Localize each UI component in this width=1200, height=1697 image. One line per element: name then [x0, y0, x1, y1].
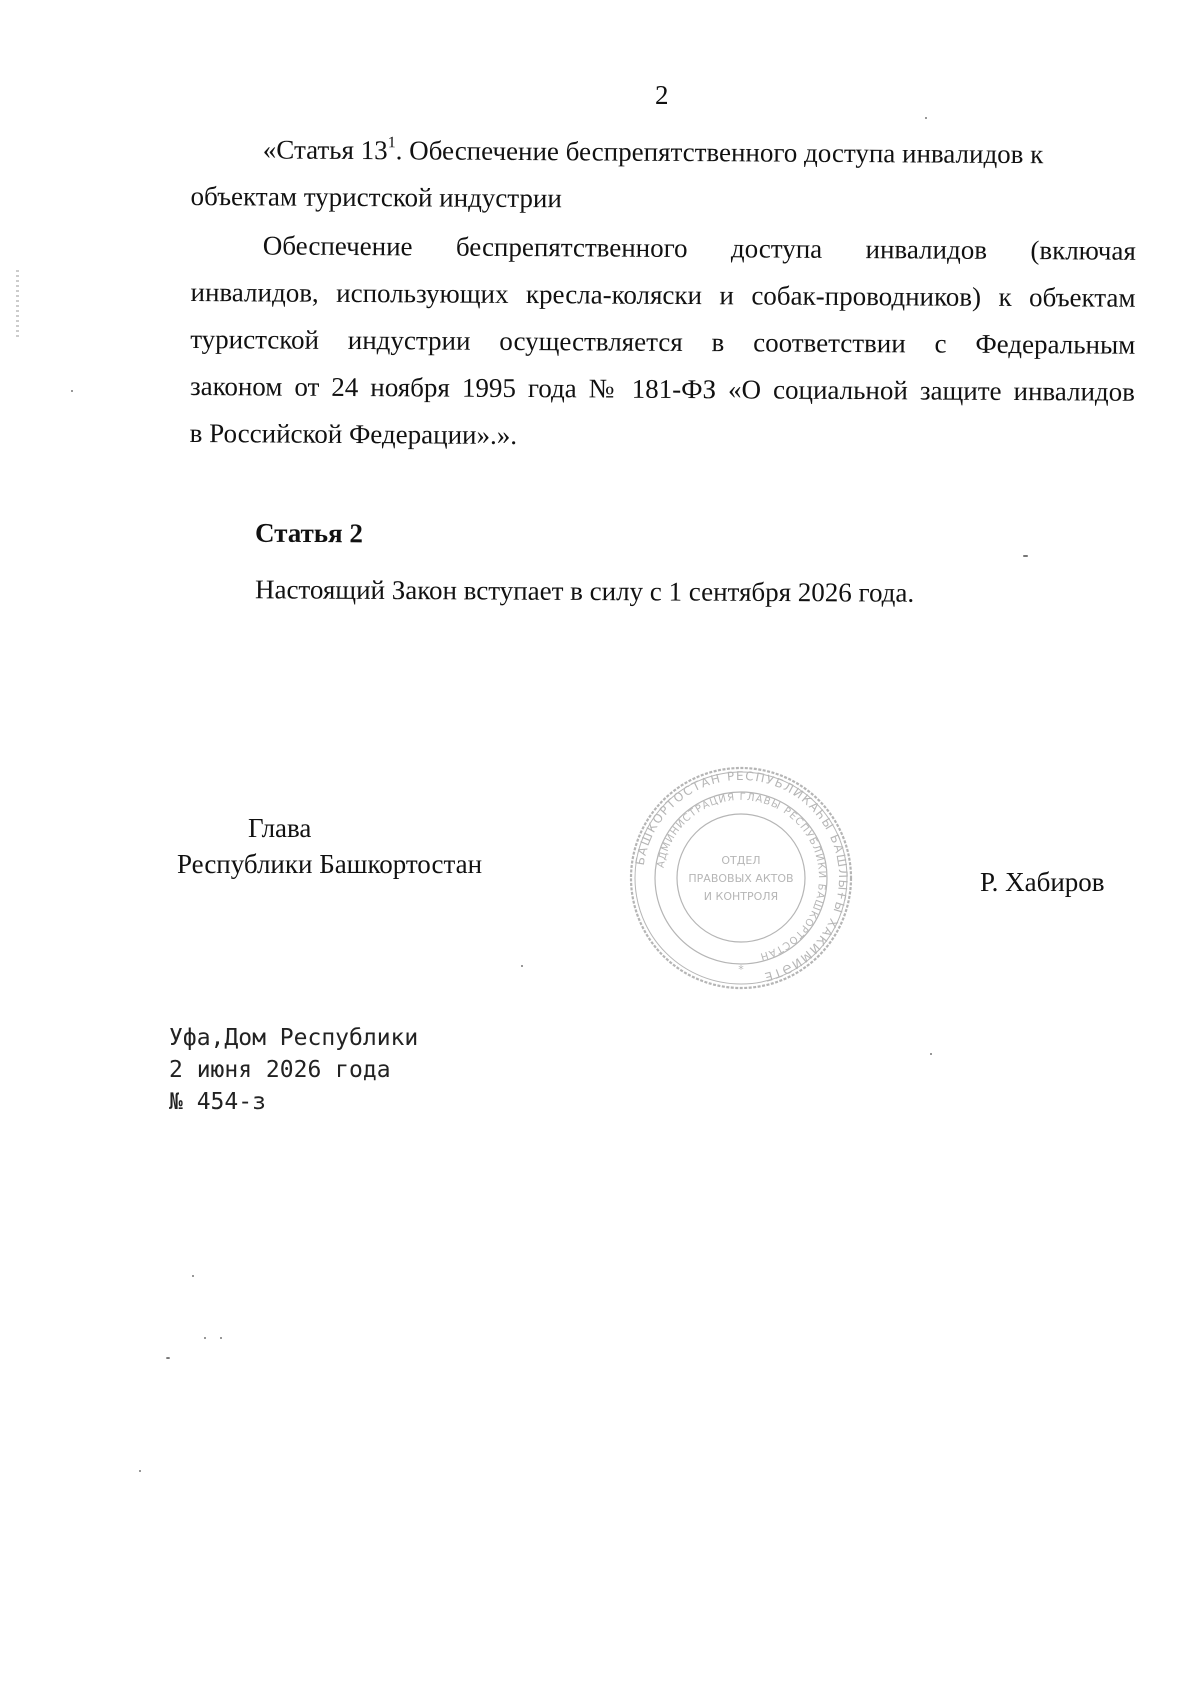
- official-seal-stamp: [628, 765, 854, 991]
- stamp-star-icon: *: [738, 963, 744, 976]
- signatory-name: Р. Хабиров: [980, 867, 1105, 897]
- stamp-center-line-3: И КОНТРОЛЯ: [703, 890, 779, 903]
- article-13-1-body: [190, 222, 1136, 463]
- page-number: 2: [655, 80, 669, 110]
- article-13-1-superscript: 1: [387, 134, 396, 152]
- stamp-center-line-2: ПРАВОВЫХ АКТОВ: [688, 872, 794, 885]
- stamp-center-line-1: ОТДЕЛ: [721, 854, 761, 867]
- article-13-1-body-line-3: туристской индустрии осуществляется в соответствии с Федеральным: [190, 323, 1136, 360]
- stamp-outer-text: БАШКОРТОСТАН РЕСПУБЛИКАҺЫ БАШЛЫҒЫ ХАКИМИӘТЕ: [632, 768, 851, 985]
- article-13-1-title-line-2: объектам туристской индустрии: [190, 180, 562, 214]
- footer-date: 2 июня 2026 года: [169, 1057, 391, 1083]
- article-13-1-title-start: «Статья 13: [262, 134, 388, 166]
- scan-speck: [220, 1337, 222, 1339]
- scan-speck: [204, 1337, 206, 1339]
- article-13-1-body-line-1: Обеспечение беспрепятственного доступа инвалидов (включая: [262, 230, 1136, 266]
- scan-speck: [925, 117, 927, 119]
- article-2-heading: Статья 2: [254, 517, 364, 549]
- article-13-1-body-line-2: инвалидов, использующих кресла-коляски и собак-проводников) к объектам: [190, 276, 1136, 313]
- article-13-1-title-rest: . Обеспечение беспрепятственного доступа инвалидов к: [395, 135, 1044, 170]
- scan-speck: [521, 965, 523, 967]
- article-13-1-title-line-1: [191, 126, 1136, 179]
- scan-speck: [1023, 555, 1028, 557]
- article-13-1-title: [190, 126, 1136, 226]
- scan-speck: [930, 1053, 932, 1055]
- scan-speck: [139, 1470, 141, 1472]
- scan-speck: [192, 1275, 194, 1277]
- signatory-title-line-2: Республики Башкортостан: [177, 849, 483, 879]
- stamp-inner-text: АДМИНИСТРАЦИЯ ГЛАВЫ РЕСПУБЛИКИ БАШКОРТОСТАН: [655, 791, 828, 962]
- document-footer: [169, 1022, 418, 1118]
- article-2-text: Настоящий Закон вступает в силу с 1 сентября 2026 года.: [254, 574, 915, 608]
- signatory-title-line-1: Глава: [248, 813, 312, 843]
- footer-number: № 454-з: [169, 1089, 266, 1115]
- scan-speck: [71, 390, 73, 392]
- scan-speck: [166, 1357, 170, 1359]
- scan-margin-mark: [16, 270, 19, 340]
- footer-place: Уфа,Дом Республики: [169, 1025, 419, 1051]
- article-13-1-body-line-4: законом от 24 ноября 1995 года № 181-ФЗ «О социальной защите инвалидов: [189, 370, 1136, 407]
- article-13-1-body-line-5: в Российской Федерации».».: [189, 417, 518, 450]
